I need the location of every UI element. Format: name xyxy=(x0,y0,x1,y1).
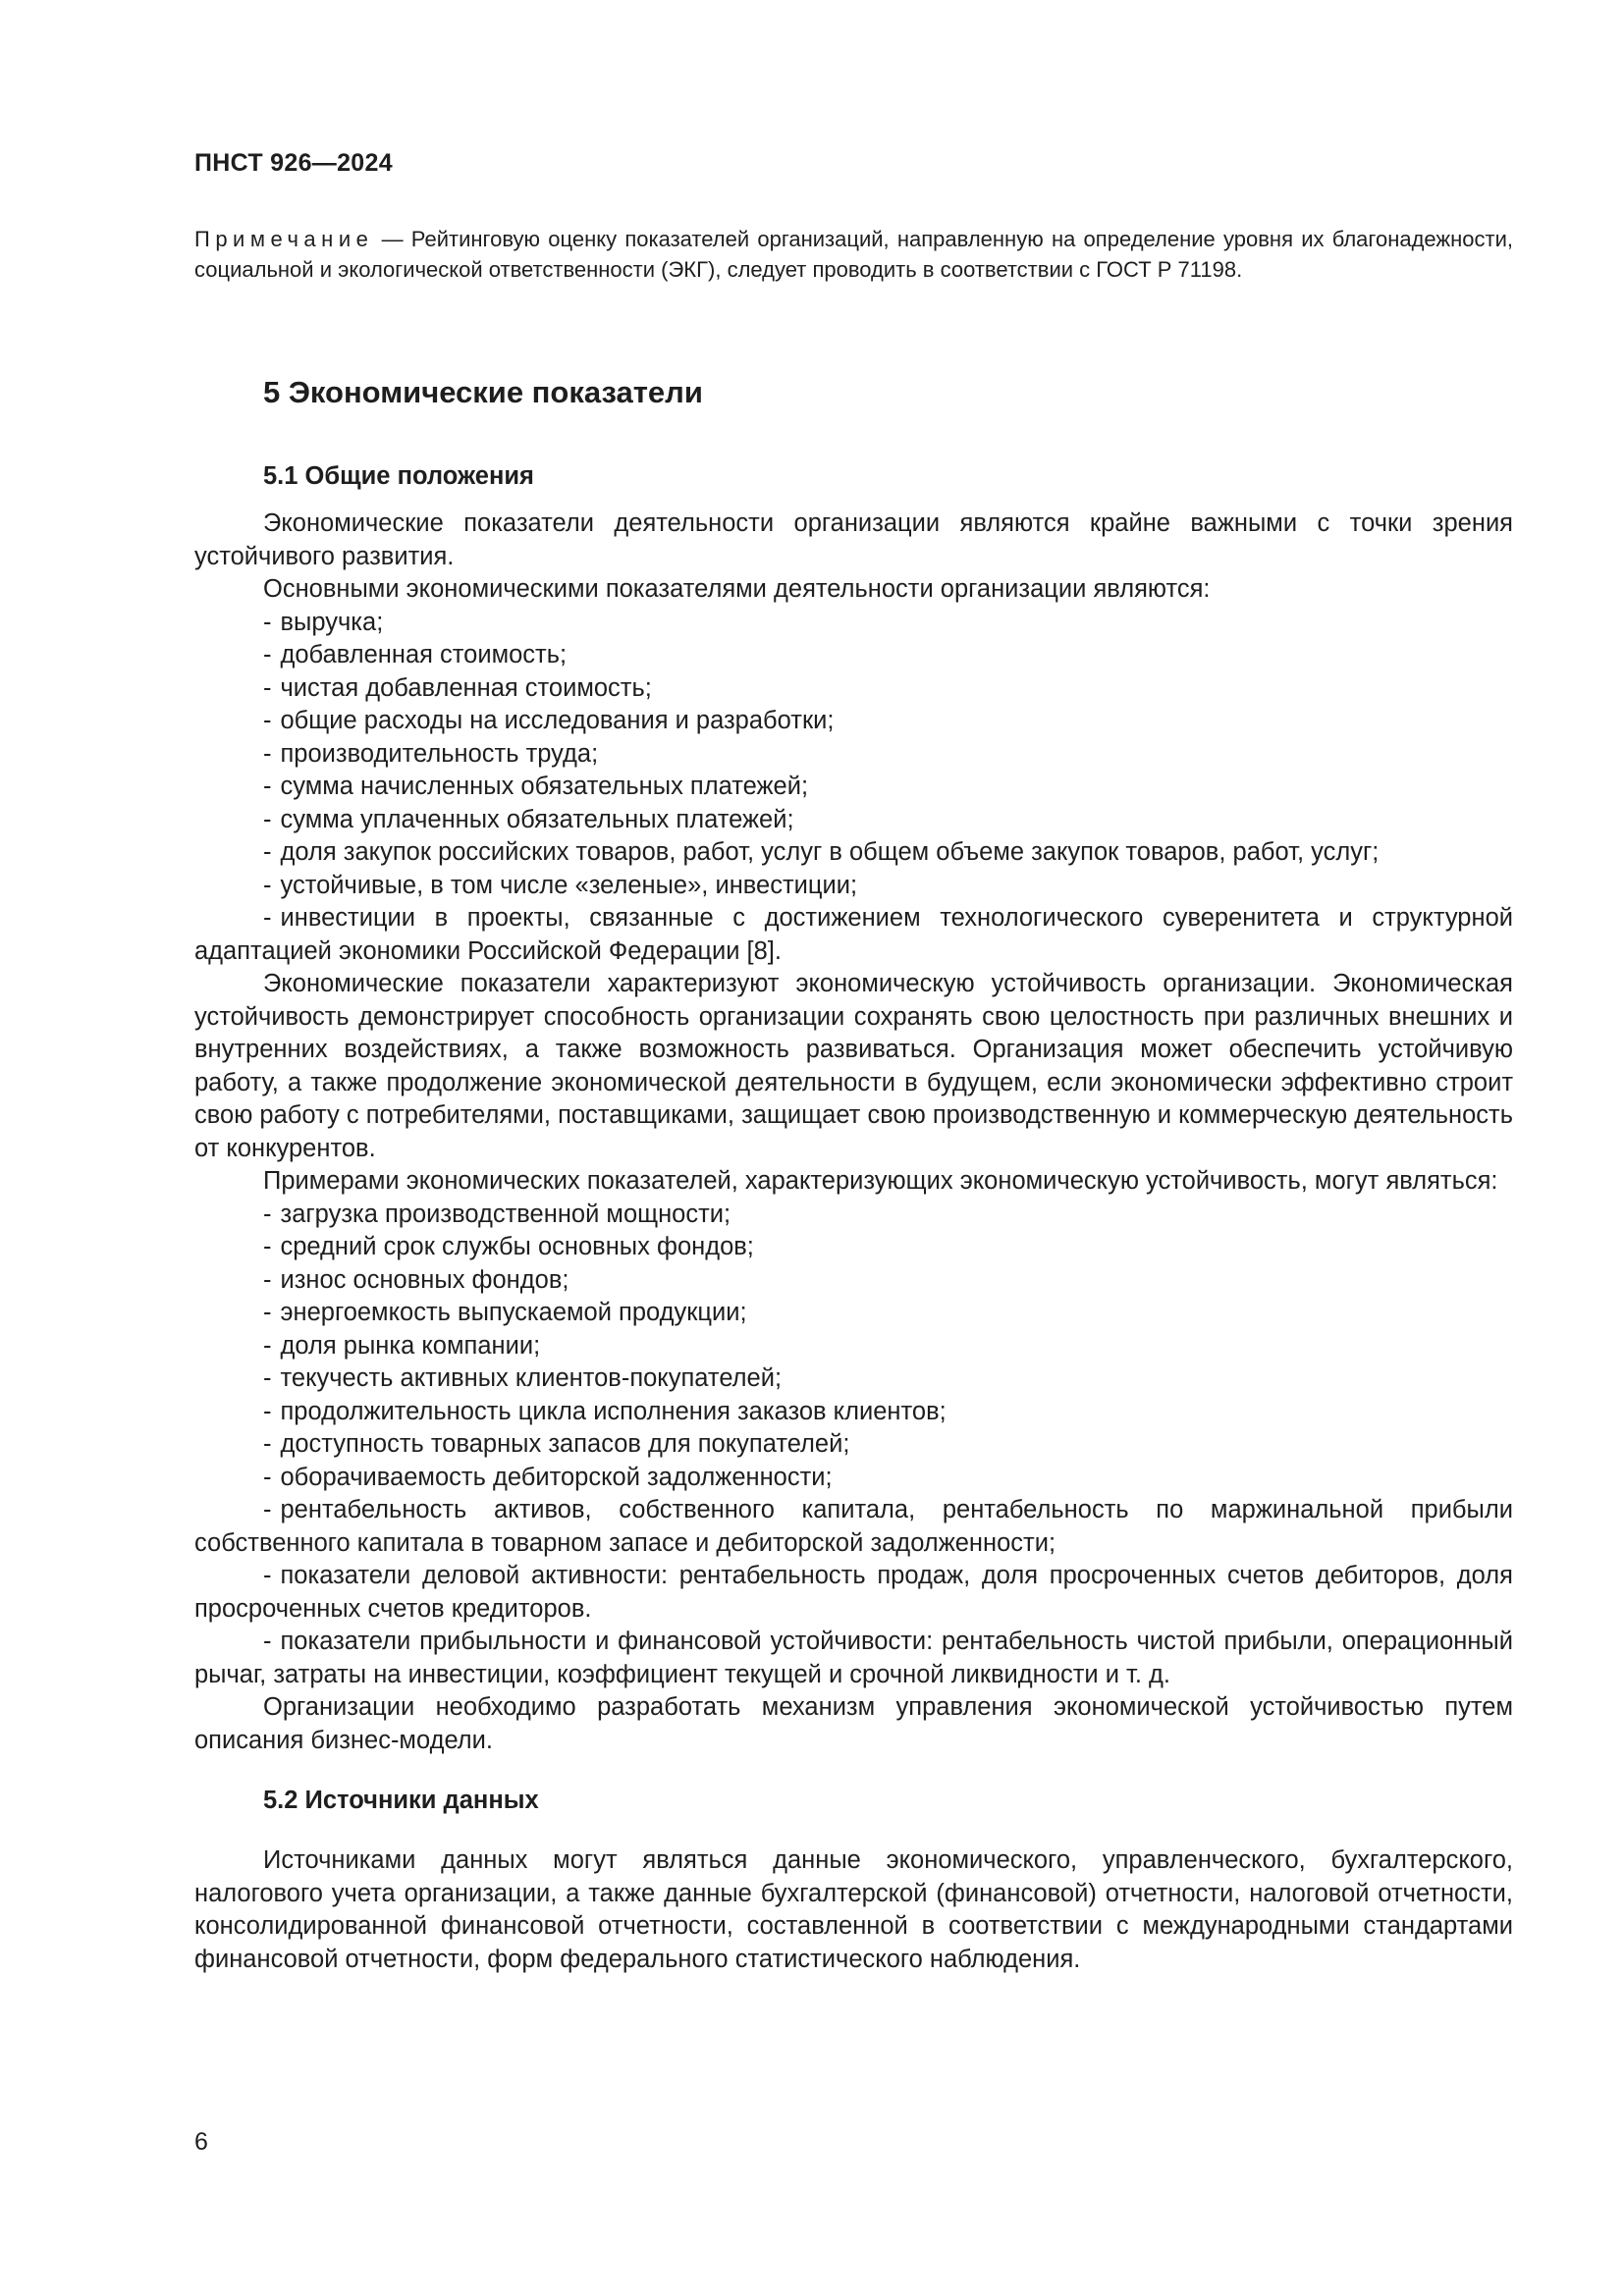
note-paragraph xyxy=(194,224,1513,285)
list-item: - рентабельность активов, собственного капитала, рентабельность по маржинальной прибыли собственного капитала в товарном запасе и дебиторской задолженности; xyxy=(194,1496,1513,1557)
list-item: - инвестиции в проекты, связанные с достижением технологического суверенитета и структурной адаптацией экономики Российской Федерации [8]. xyxy=(194,904,1513,965)
data-sources-paragraph: Источниками данных могут являться данные экономического, управленческого, бухгалтерского, налогового учета организации, а также данные бухгалтерской (финансовой) отчетности, налоговой отчетности, консолидированной финансовой отчетности, составленной в соответствии с международными стандартами финансовой отчетности, форм федерального статистического наблюдения. xyxy=(194,1846,1513,1973)
main-content xyxy=(194,373,1513,1976)
main-indicators-list xyxy=(194,607,1513,969)
list-item: - показатели прибыльности и финансовой устойчивости: рентабельность чистой прибыли, операционный рычаг, затраты на инвестиции, коэффициент текущей и срочной ликвидности и т. д. xyxy=(194,1628,1513,1688)
page-number: 6 xyxy=(194,2128,208,2156)
list-item: - общие расходы на исследования и разработки; xyxy=(263,707,835,734)
intro-paragraph: Экономические показатели деятельности организации являются крайне важными с точки зрения устойчивого развития. xyxy=(194,509,1513,570)
list-item: - производительность труда; xyxy=(263,739,599,768)
subsection-title-data-sources: 5.2 Источники данных xyxy=(263,1787,539,1814)
list-item: - загрузка производственной мощности; xyxy=(263,1200,731,1228)
list1-intro: Основными экономическими показателями деятельности организации являются: xyxy=(263,575,1211,603)
list-item: - чистая добавленная стоимость; xyxy=(263,673,652,702)
list-item: - показатели деловой активности: рентабельность продаж, доля просроченных счетов дебиторов, доля просроченных счетов кредиторов. xyxy=(194,1562,1513,1623)
section-title: 5 Экономические показатели xyxy=(263,375,703,409)
note-label: Примечание xyxy=(194,227,374,251)
document-id: ПНСТ 926—2024 xyxy=(194,149,393,177)
list-item: - средний срок службы основных фондов; xyxy=(263,1233,754,1260)
list-item: - устойчивые, в том числе «зеленые», инвестиции; xyxy=(263,871,858,899)
list-item: - продолжительность цикла исполнения заказов клиентов; xyxy=(263,1397,947,1425)
list2-intro: Примерами экономических показателей, характеризующих экономическую устойчивость, могут являться: xyxy=(263,1167,1498,1195)
list-item: - текучесть активных клиентов-покупателей; xyxy=(263,1364,783,1392)
list-item: - энергоемкость выпускаемой продукции; xyxy=(263,1299,747,1326)
list-item: - доля рынка компании; xyxy=(263,1331,541,1360)
list-item: - доля закупок российских товаров, работ, услуг в общем объеме закупок товаров, работ, услуг; xyxy=(263,838,1380,866)
note-text: — Рейтинговую оценку показателей организаций, направленную на определение уровня их благонадежности, социальной и экологической ответственности (ЭКГ), следует проводить в соответствии с ГОСТ Р 71198. xyxy=(194,227,1513,282)
list-item: - добавленная стоимость; xyxy=(263,641,568,668)
business-model-paragraph: Организации необходимо разработать механизм управления экономической устойчивостью путем описания бизнес-модели. xyxy=(194,1693,1513,1754)
list-item: - оборачиваемость дебиторской задолженности; xyxy=(263,1463,833,1491)
stability-paragraph: Экономические показатели характеризуют экономическую устойчивость организации. Экономическая устойчивость демонстрирует способность организации сохранять свою целостность при различных внешних и внутренних воздействиях, а также возможность развиваться. Организация может обеспечить устойчивую работу, а также продолжение экономической деятельности в будущем, если экономически эффективно строит свою работу с потребителями, поставщиками, защищает свою производственную и коммерческую деятельность от конкурентов. xyxy=(194,970,1513,1162)
list-item: - износ основных фондов; xyxy=(263,1265,569,1294)
subsection-title-general: 5.1 Общие положения xyxy=(263,462,534,490)
list-item: - выручка; xyxy=(263,608,384,636)
list-item: - доступность товарных запасов для покупателей; xyxy=(263,1430,850,1458)
stability-indicators-list xyxy=(194,1199,1513,1692)
list-item: - сумма уплаченных обязательных платежей; xyxy=(263,805,794,833)
list-item: - сумма начисленных обязательных платежей; xyxy=(263,773,809,800)
